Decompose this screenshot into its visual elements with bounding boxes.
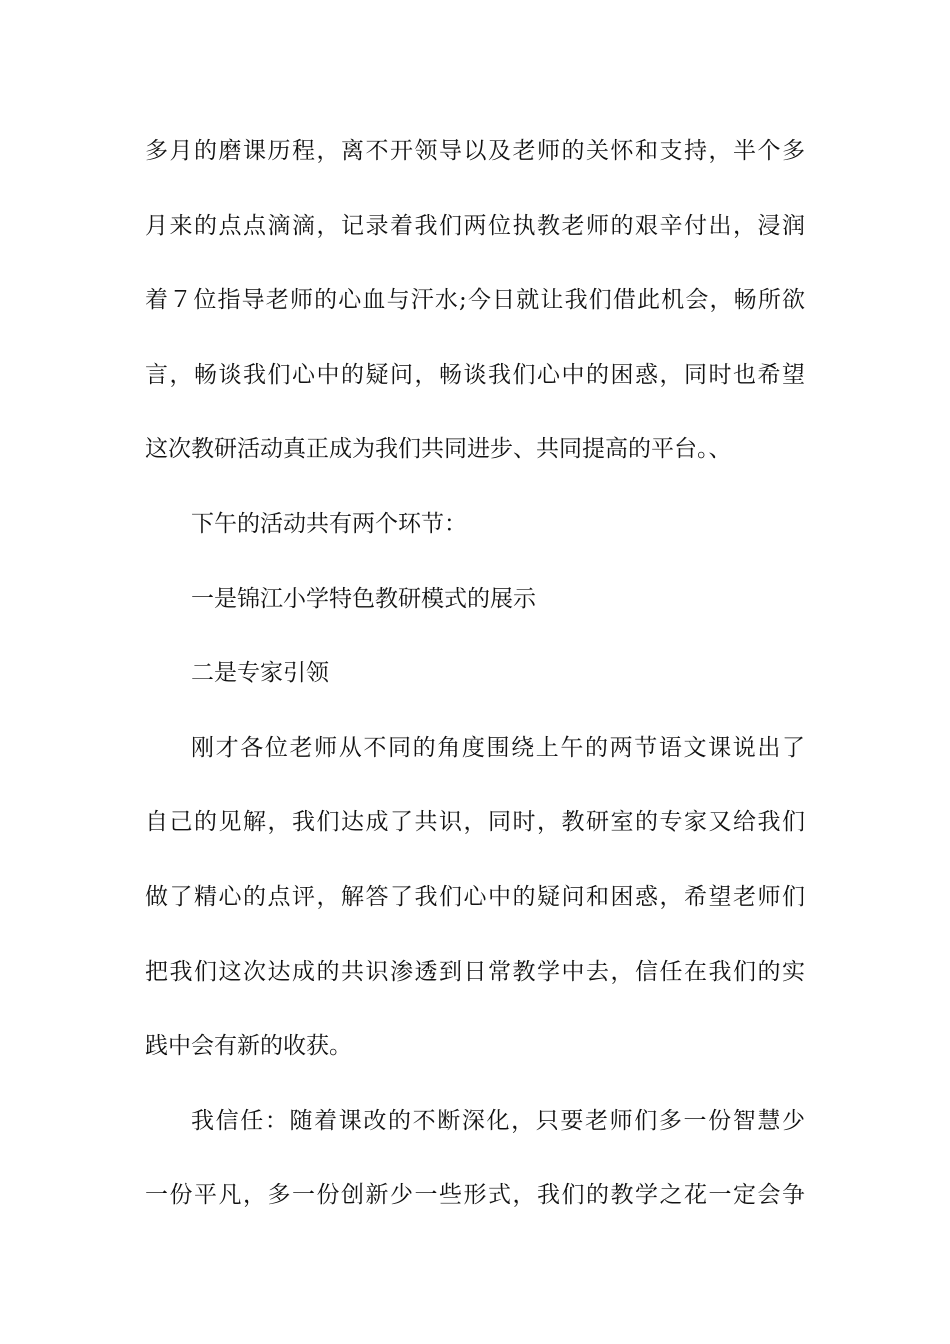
paragraph-first-line: 下午的活动共有两个环节： xyxy=(191,510,467,537)
paragraph-line: 言，畅谈我们心中的疑问，畅谈我们心中的困惑，同时也希望 xyxy=(145,361,805,388)
paragraph-line: 月来的点点滴滴，记录着我们两位执教老师的艰辛付出，浸润 xyxy=(145,212,805,239)
paragraph-first-line: 一是锦江小学特色教研模式的展示 xyxy=(191,585,536,612)
paragraph-first-line: 我信任：随着课改的不断深化，只要老师们多一份智慧少 xyxy=(191,1107,805,1134)
document-body xyxy=(145,132,805,1251)
paragraph-first-line: 刚才各位老师从不同的角度围绕上午的两节语文课说出了 xyxy=(191,734,805,761)
paragraph-line: 自己的见解，我们达成了共识，同时，教研室的专家又给我们 xyxy=(145,809,805,836)
paragraph-line: 多月的磨课历程，离不开领导以及老师的关怀和支持，半个多 xyxy=(145,138,805,164)
paragraph-line: 一份平凡，多一份创新少一些形式，我们的教学之花一定会争 xyxy=(145,1182,805,1209)
paragraph-line: 把我们这次达成的共识渗透到日常教学中去，信任在我们的实 xyxy=(145,958,805,985)
paragraph-line: 着７位指导老师的心血与汗水;今日就让我们借此机会，畅所欲 xyxy=(145,287,805,314)
paragraph-first-line: 二是专家引领 xyxy=(191,660,329,687)
paragraph-line: 这次教研活动真正成为我们共同进步、共同提高的平台。、 xyxy=(145,436,732,463)
paragraph-line: 践中会有新的收获。 xyxy=(145,1033,352,1060)
paragraph-line: 做了精心的点评，解答了我们心中的疑问和困惑，希望老师们 xyxy=(145,883,805,910)
